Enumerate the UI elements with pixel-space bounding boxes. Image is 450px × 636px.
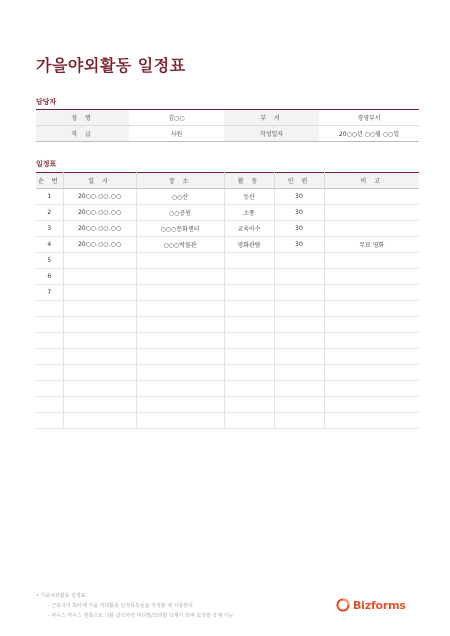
cell-no[interactable] (36, 365, 63, 381)
cell-place[interactable] (136, 349, 224, 365)
cell-people[interactable] (274, 397, 324, 413)
name-label: 성 명 (36, 110, 129, 126)
schedule-header-row (36, 173, 419, 189)
cell-no[interactable] (36, 317, 63, 333)
cell-people[interactable] (274, 333, 324, 349)
cell-date[interactable]: 20○○.○○.○○ (63, 189, 136, 205)
cell-date[interactable] (63, 365, 136, 381)
table-row (36, 365, 419, 381)
table-row (36, 397, 419, 413)
cell-activity[interactable] (224, 333, 274, 349)
footer-line: - 마우스 마우스 원쪽으로 더블 클릭하면 머리말/꼬리말 삭제가 되며 꼬리말 삭제 가능 (48, 613, 234, 619)
table-row (36, 317, 419, 333)
cell-activity[interactable]: 등산 (224, 189, 274, 205)
cell-no[interactable] (36, 397, 63, 413)
cell-activity[interactable] (224, 413, 274, 429)
cell-place[interactable] (136, 333, 224, 349)
cell-date[interactable] (63, 333, 136, 349)
cell-people[interactable]: 30 (274, 221, 324, 237)
cell-date[interactable] (63, 397, 136, 413)
cell-place[interactable] (136, 285, 224, 301)
cell-note[interactable] (324, 317, 419, 333)
cell-note[interactable] (324, 381, 419, 397)
table-row (36, 253, 419, 269)
manager-info-table (36, 109, 419, 142)
department-value[interactable]: 경영부서 (319, 110, 419, 126)
header-place: 장 소 (136, 173, 224, 189)
header-people: 인 원 (274, 173, 324, 189)
cell-date[interactable] (63, 349, 136, 365)
cell-place[interactable]: ○○○박물관 (136, 237, 224, 253)
table-row (36, 221, 419, 237)
cell-activity[interactable] (224, 317, 274, 333)
cell-date[interactable] (63, 381, 136, 397)
cell-activity[interactable] (224, 365, 274, 381)
table-row (36, 349, 419, 365)
cell-place[interactable] (136, 397, 224, 413)
cell-note[interactable] (324, 189, 419, 205)
cell-activity[interactable] (224, 381, 274, 397)
cell-no[interactable]: 2 (36, 205, 63, 221)
table-row (36, 205, 419, 221)
header-note: 비 고 (324, 173, 419, 189)
cell-no[interactable] (36, 333, 63, 349)
date-written-label: 작성일자 (224, 126, 319, 142)
department-label: 부 서 (224, 110, 319, 126)
cell-place[interactable]: ○○○문화센터 (136, 221, 224, 237)
cell-activity[interactable] (224, 253, 274, 269)
manager-section-label: 담당자 (36, 98, 57, 106)
cell-date[interactable] (63, 301, 136, 317)
cell-no[interactable]: 3 (36, 221, 63, 237)
cell-activity[interactable]: 소풍 (224, 205, 274, 221)
name-value[interactable]: 김○○ (129, 110, 224, 126)
cell-no[interactable] (36, 301, 63, 317)
table-row (36, 237, 419, 253)
cell-place[interactable] (136, 317, 224, 333)
table-row (36, 189, 419, 205)
cell-activity[interactable] (224, 397, 274, 413)
page-title: 가을야외활동 일정표 (36, 56, 186, 75)
cell-people[interactable] (274, 285, 324, 301)
table-row (36, 301, 419, 317)
cell-note[interactable] (324, 397, 419, 413)
cell-no[interactable]: 1 (36, 189, 63, 205)
cell-note[interactable] (324, 269, 419, 285)
cell-activity[interactable]: 영화관람 (224, 237, 274, 253)
cell-activity[interactable] (224, 301, 274, 317)
cell-people[interactable]: 30 (274, 189, 324, 205)
rank-value[interactable]: 사원 (170, 131, 183, 138)
cell-note[interactable]: 무료 영화 (324, 237, 419, 253)
cell-note[interactable] (324, 221, 419, 237)
logo-text: Bizforms (353, 598, 406, 612)
cell-place[interactable] (136, 381, 224, 397)
header-no: 순 번 (36, 173, 63, 189)
schedule-table (36, 172, 419, 429)
table-row (36, 333, 419, 349)
cell-people[interactable] (274, 253, 324, 269)
footer-line: - 근로자의 회사에 가을 야외활동 일정목록들을 작성할 때 사용한다. (48, 603, 195, 609)
cell-place[interactable] (136, 301, 224, 317)
bizforms-logo (336, 598, 406, 612)
schedule-section-label: 일정표 (36, 160, 57, 168)
cell-date[interactable] (63, 253, 136, 269)
cell-people[interactable] (274, 301, 324, 317)
cell-place[interactable]: ○○산 (136, 189, 224, 205)
cell-no[interactable]: 5 (36, 253, 63, 269)
cell-place[interactable] (136, 365, 224, 381)
info-row (36, 110, 419, 126)
cell-activity[interactable] (224, 285, 274, 301)
cell-no[interactable]: 6 (36, 269, 63, 285)
cell-note[interactable] (324, 301, 419, 317)
table-row (36, 413, 419, 429)
table-row (36, 381, 419, 397)
rank-label: 직 급 (36, 126, 129, 142)
cell-date[interactable] (63, 269, 136, 285)
cell-date[interactable]: 20○○.○○.○○ (63, 221, 136, 237)
header-activity: 활 동 (224, 173, 274, 189)
cell-no[interactable] (36, 381, 63, 397)
table-row (36, 285, 419, 301)
cell-note[interactable] (324, 285, 419, 301)
footer-notes (36, 591, 233, 621)
cell-people[interactable] (274, 381, 324, 397)
cell-activity[interactable]: 교육이수 (224, 221, 274, 237)
info-row (36, 126, 419, 142)
cell-people[interactable]: 30 (274, 237, 324, 253)
cell-activity[interactable] (224, 269, 274, 285)
cell-people[interactable] (274, 413, 324, 429)
cell-note[interactable] (324, 349, 419, 365)
cell-note[interactable] (324, 253, 419, 269)
cell-date[interactable] (63, 317, 136, 333)
cell-people[interactable] (274, 349, 324, 365)
footer-line: • 가을야외활동 일정표 (36, 593, 86, 599)
cell-no[interactable] (36, 413, 63, 429)
cell-note[interactable] (324, 365, 419, 381)
cell-no[interactable]: 4 (36, 237, 63, 253)
cell-note[interactable] (324, 333, 419, 349)
cell-place[interactable] (136, 253, 224, 269)
cell-place[interactable]: ○○공원 (136, 205, 224, 221)
table-row (36, 269, 419, 285)
cell-no[interactable]: 7 (36, 285, 63, 301)
bizforms-logo-icon (336, 598, 350, 612)
cell-no[interactable] (36, 349, 63, 365)
cell-people[interactable] (274, 269, 324, 285)
cell-place[interactable] (136, 269, 224, 285)
cell-date[interactable] (63, 285, 136, 301)
cell-note[interactable] (324, 205, 419, 221)
cell-date[interactable]: 20○○.○○.○○ (63, 237, 136, 253)
cell-date[interactable] (63, 413, 136, 429)
cell-people[interactable] (274, 365, 324, 381)
cell-date[interactable]: 20○○.○○.○○ (63, 205, 136, 221)
cell-people[interactable] (274, 317, 324, 333)
cell-people[interactable]: 30 (274, 205, 324, 221)
date-written-value[interactable]: 20○○년 ○○월 ○○일 (338, 131, 400, 138)
cell-note[interactable] (324, 413, 419, 429)
cell-activity[interactable] (224, 349, 274, 365)
cell-place[interactable] (136, 413, 224, 429)
header-date: 일 시 (63, 173, 136, 189)
